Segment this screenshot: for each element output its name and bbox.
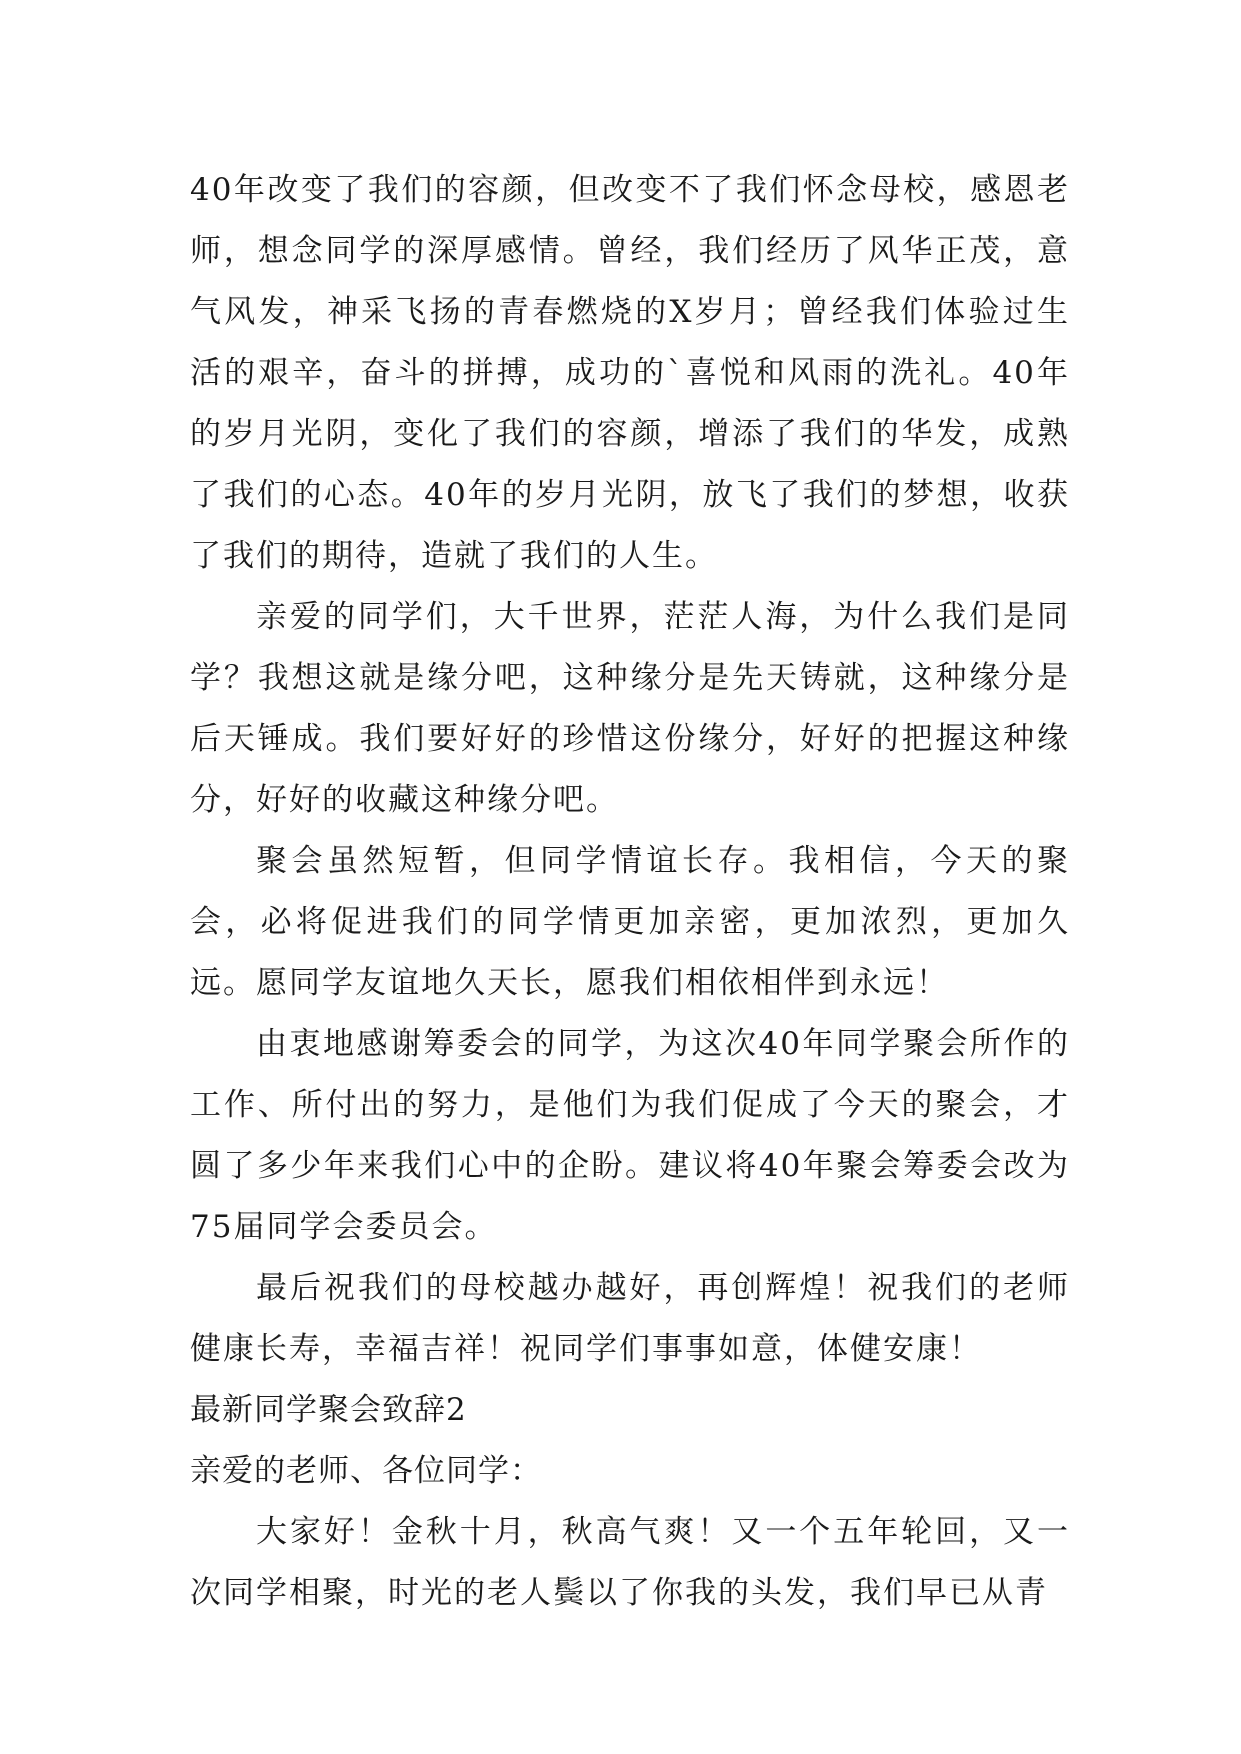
salutation: 亲爱的老师、各位同学： (190, 1453, 542, 1489)
document-body (190, 160, 1070, 1624)
section-title: 最新同学聚会致辞2 (190, 1392, 467, 1428)
paragraph-fate: 亲爱的同学们，大千世界，茫茫人海，为什么我们是同学？我想这就是缘分吧，这种缘分是先天铸就，这种缘分是后天锤成。我们要好好的珍惜这份缘分，好好的把握这种缘分，好好的收藏这种缘分吧。 (190, 599, 1070, 818)
paragraph-greeting: 大家好！金秋十月，秋高气爽！又一个五年轮回，又一次同学相聚，时光的老人鬓以了你我的头发，我们早已从青 (190, 1514, 1070, 1611)
paragraph-thanks: 由衷地感谢筹委会的同学，为这次40年同学聚会所作的工作、所付出的努力，是他们为我们促成了今天的聚会，才圆了多少年来我们心中的企盼。建议将40年聚会筹委会改为75届同学会委员会。 (190, 1026, 1070, 1245)
paragraph-wishes: 最后祝我们的母校越办越好，再创辉煌！祝我们的老师健康长寿，幸福吉祥！祝同学们事事如意，体健安康！ (190, 1270, 1070, 1367)
paragraph-reflection: 40年改变了我们的容颜，但改变不了我们怀念母校，感恩老师，想念同学的深厚感情。曾经，我们经历了风华正茂，意气风发，神采飞扬的青春燃烧的X岁月；曾经我们体验过生活的艰辛，奋斗的拼搏，成功的`喜悦和风雨的洗礼。40年的岁月光阴，变化了我们的容颜，增添了我们的华发，成熟了我们的心态。40年的岁月光阴，放飞了我们的梦想，收获了我们的期待，造就了我们的人生。 (190, 172, 1070, 574)
paragraph-friendship: 聚会虽然短暂，但同学情谊长存。我相信，今天的聚会，必将促进我们的同学情更加亲密，更加浓烈，更加久远。愿同学友谊地久天长，愿我们相依相伴到永远！ (190, 843, 1070, 1001)
